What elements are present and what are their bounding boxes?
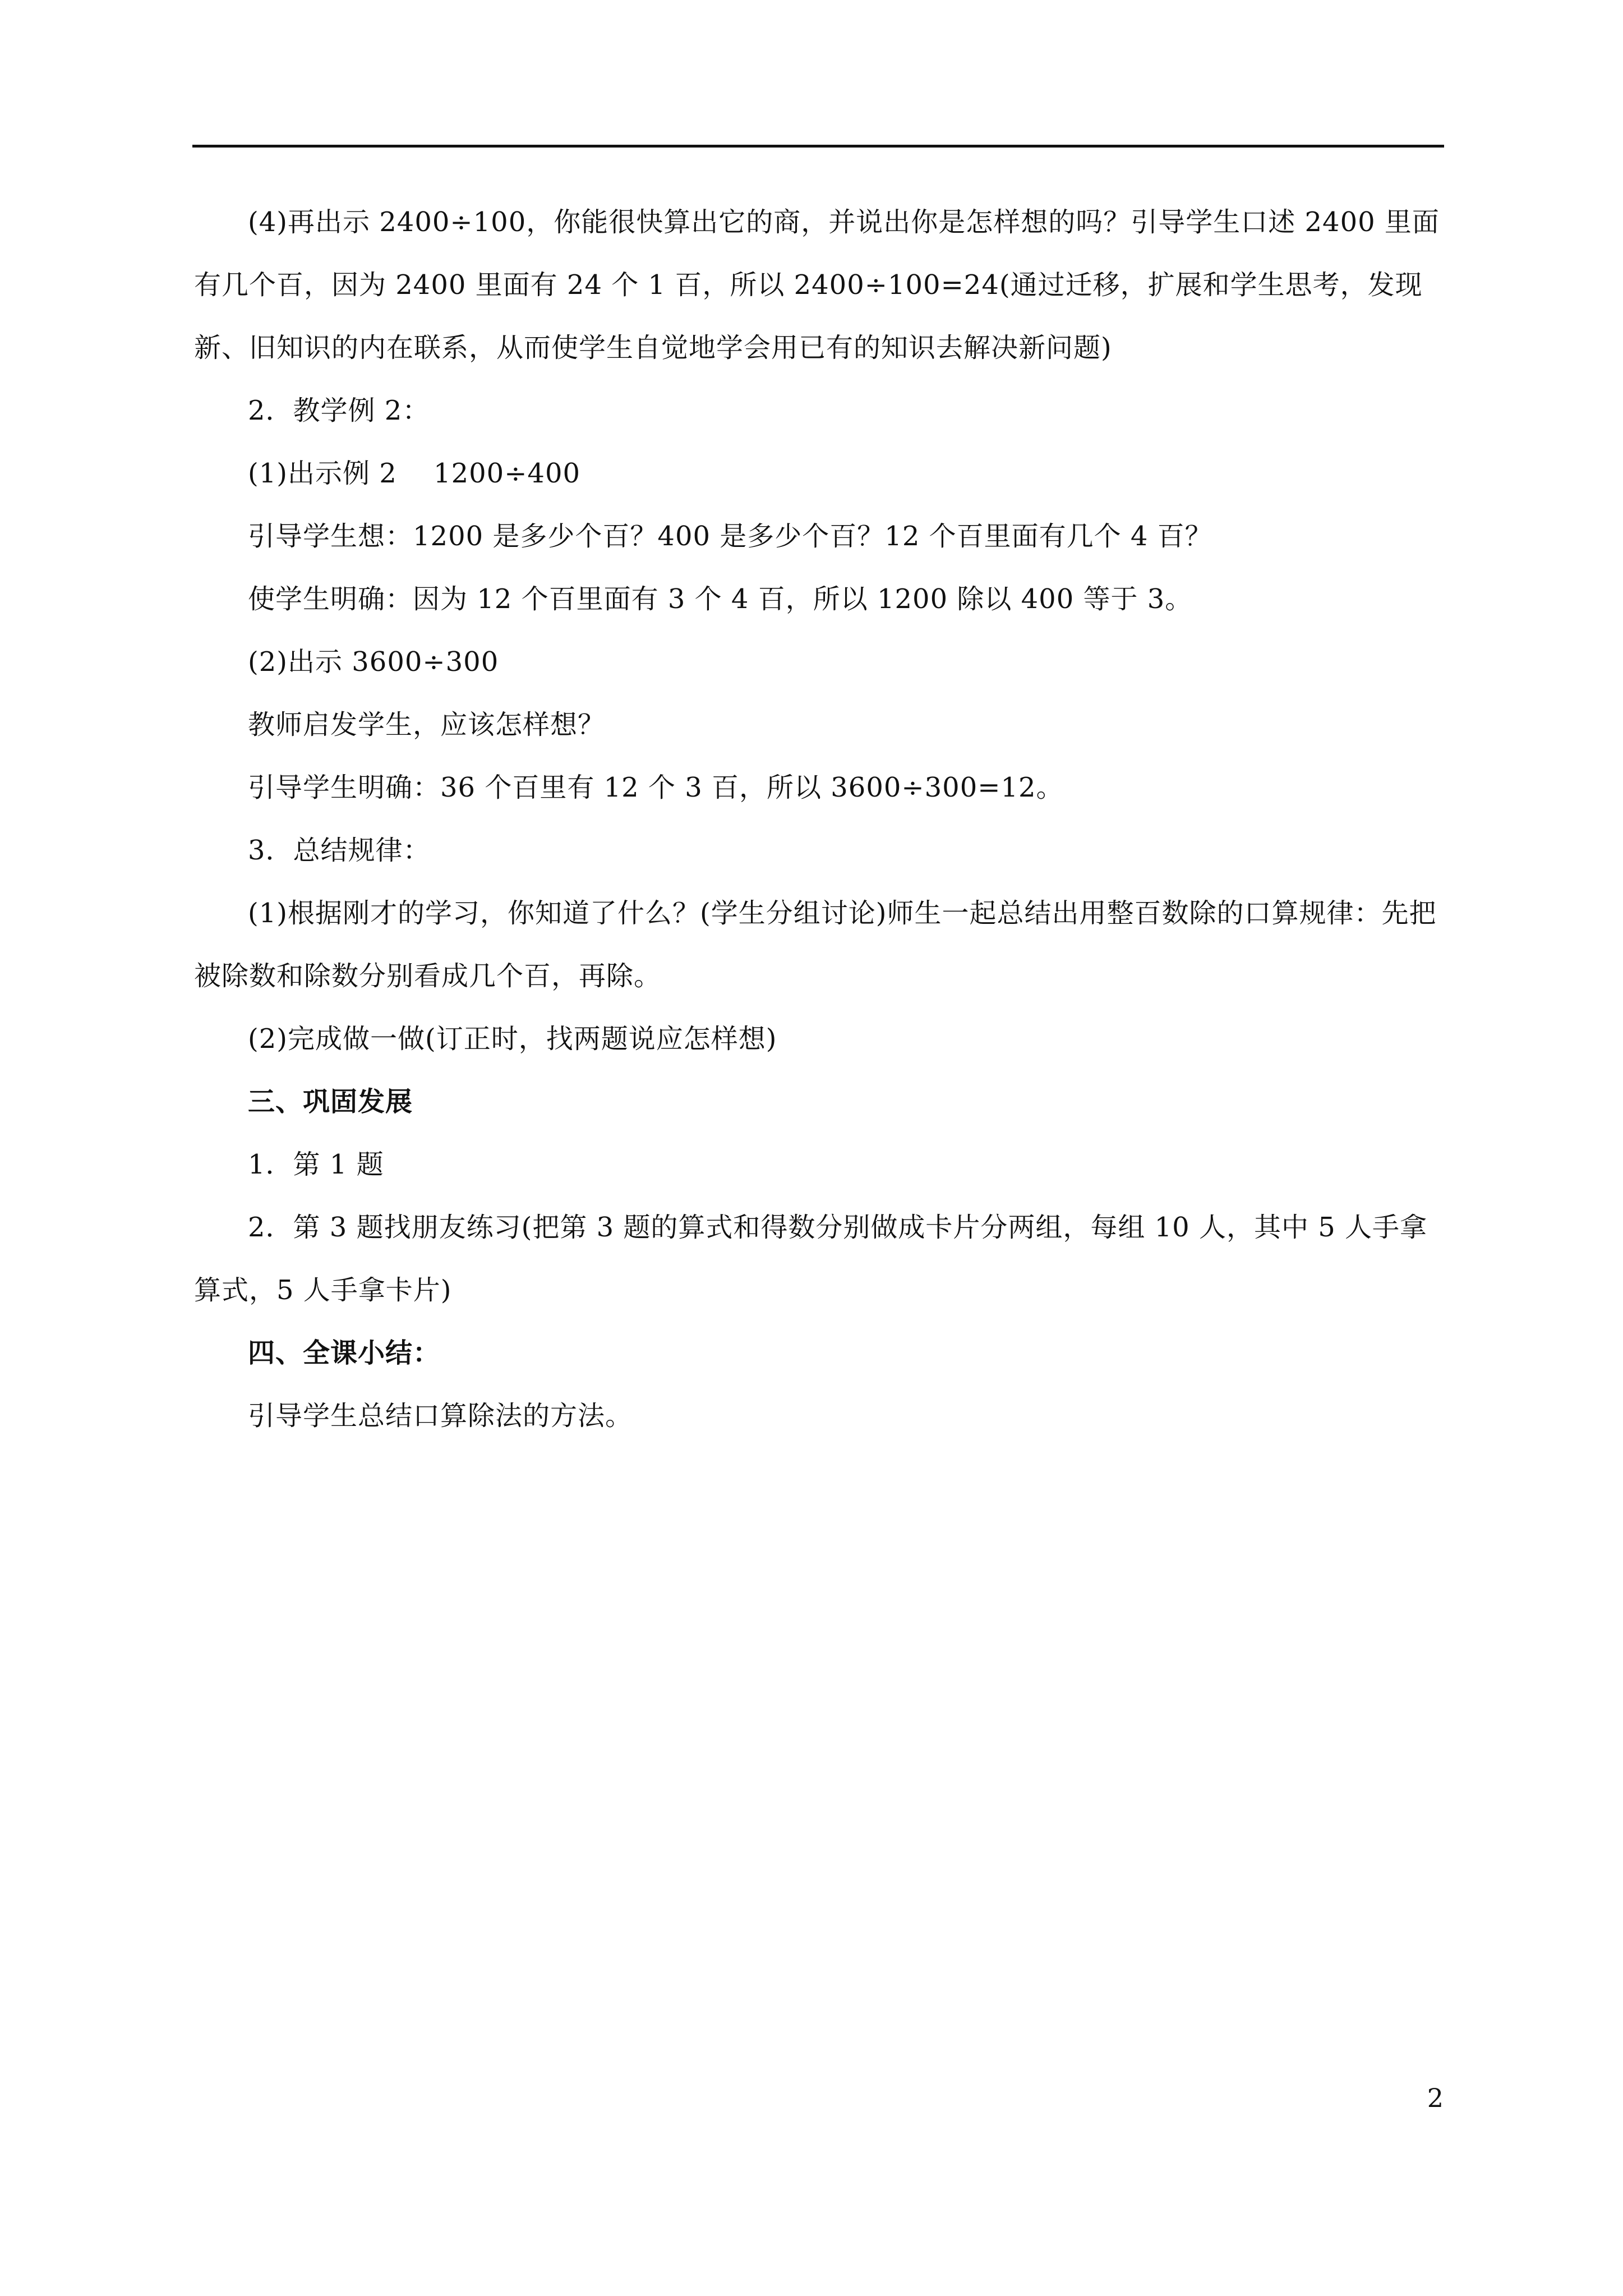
paragraph-rule-discussion: (1)根据刚才的学习，你知道了什么？(学生分组讨论)师生一起总结出用整百数除的口算规律：先把被除数和除数分别看成几个百，再除。 bbox=[194, 898, 1437, 992]
paragraph-question-3: 2．第 3 题找朋友练习(把第 3 题的算式和得数分别做成卡片分两组，每组 10 人，其中 5 人手拿算式，5 人手拿卡片) bbox=[194, 1212, 1428, 1306]
page-number: 2 bbox=[1427, 2083, 1444, 2113]
paragraph-guide-clear: 引导学生明确：36 个百里有 12 个 3 百，所以 3600÷300=12。 bbox=[248, 772, 1064, 803]
paragraph-summary-method: 引导学生总结口算除法的方法。 bbox=[248, 1400, 633, 1432]
paragraph-guide-think: 引导学生想：1200 是多少个百？400 是多少个百？12 个百里面有几个 4 百？ bbox=[248, 521, 1212, 552]
document-body bbox=[194, 191, 1444, 1447]
paragraph-show-3600: (2)出示 3600÷300 bbox=[248, 646, 499, 678]
paragraph-do-exercise: (2)完成做一做(订正时，找两题说应怎样想) bbox=[248, 1023, 777, 1055]
section-heading-consolidate: 三、巩固发展 bbox=[248, 1086, 413, 1117]
header-rule bbox=[192, 145, 1444, 148]
paragraph-summary-rule: 3．总结规律： bbox=[248, 835, 431, 866]
section-heading-summary: 四、全课小结： bbox=[248, 1337, 441, 1369]
paragraph-example-4: (4)再出示 2400÷100，你能很快算出它的商，并说出你是怎样想的吗？引导学生口述 2400 里面有几个百，因为 2400 里面有 24 个 1 百，所以 2400÷100=24(通过迁移，扩展和学生思考，发现新、旧知识的内在联系，从而使学生自觉地学会用已有的知识去解决新问题) bbox=[194, 206, 1440, 364]
paragraph-question-1: 1．第 1 题 bbox=[248, 1149, 384, 1180]
paragraph-teacher-prompt: 教师启发学生，应该怎样想？ bbox=[248, 709, 606, 740]
paragraph-teach-example-2: 2．教学例 2： bbox=[248, 395, 430, 426]
paragraph-make-clear: 使学生明确：因为 12 个百里面有 3 个 4 百，所以 1200 除以 400 等于 3。 bbox=[248, 583, 1193, 615]
paragraph-show-example-2: (1)出示例 2 1200÷400 bbox=[248, 458, 581, 489]
